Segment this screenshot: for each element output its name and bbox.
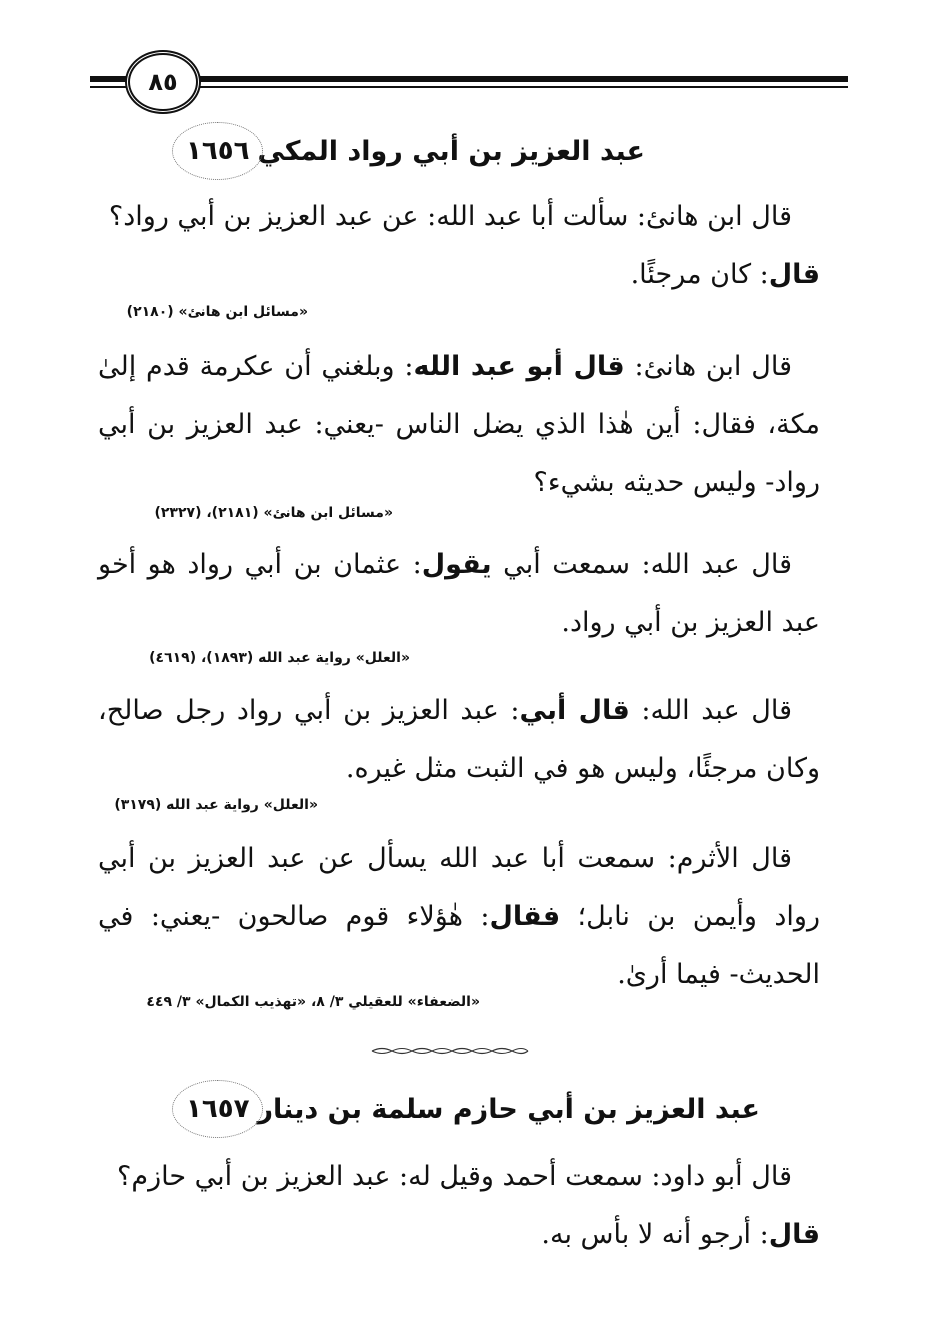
narration-paragraph: قال أبو داود: سمعت أحمد وقيل له: عبد العزيز بن أبي حازم؟ قال: أرجو أنه لا بأس به. xyxy=(117,1161,820,1250)
entry-title: عبد العزيز بن أبي رواد المكي xyxy=(257,135,646,167)
bold-phrase: يقول xyxy=(421,549,492,580)
entry-title: عبد العزيز بن أبي حازم سلمة بن دينار xyxy=(257,1093,760,1125)
narration-paragraph: قال الأثرم: سمعت أبا عبد الله يسأل عن عبد العزيز بن أبي رواد وأيمن بن نابل؛ فقال: هٰؤلاء قوم صالحون -يعني: في الحديث- فيما أرىٰ. xyxy=(98,843,820,990)
narration-paragraph: قال ابن هانئ: سألت أبا عبد الله: عن عبد العزيز بن أبي رواد؟ قال: كان مرجئًا. xyxy=(108,201,820,290)
bold-phrase: قال أبي xyxy=(519,695,630,726)
header-rule xyxy=(170,86,848,88)
entry-heading xyxy=(88,1090,848,1128)
narration-paragraph: قال عبد الله: قال أبي: عبد العزيز بن أبي رواد رجل صالح، وكان مرجئًا، وليس هو في الثبت مثل غيره. xyxy=(98,695,820,784)
bold-phrase: قال أبو عبد الله xyxy=(413,351,625,382)
entry-number: ١٦٥٦ xyxy=(178,132,257,170)
entry-heading xyxy=(88,132,848,170)
bold-phrase: فقال xyxy=(489,901,561,932)
entry-number: ١٦٥٧ xyxy=(178,1090,257,1128)
bold-phrase: قال xyxy=(768,1219,820,1250)
page-number: ٨٥ xyxy=(125,50,201,114)
narration-paragraph: قال ابن هانئ: قال أبو عبد الله: وبلغني أن عكرمة قدم إلىٰ مكة، فقال: أين هٰذا الذي يضل الناس -يعني: عبد العزيز بن أبي رواد- وليس حديثه بشيء؟ xyxy=(98,351,820,498)
ornament-divider-icon xyxy=(370,1046,530,1056)
page-header xyxy=(90,48,848,118)
bold-phrase: قال xyxy=(768,259,820,290)
narration-paragraph: قال عبد الله: سمعت أبي يقول: عثمان بن أبي رواد هو أخو عبد العزيز بن أبي رواد. xyxy=(98,549,820,638)
header-rule xyxy=(170,76,848,82)
